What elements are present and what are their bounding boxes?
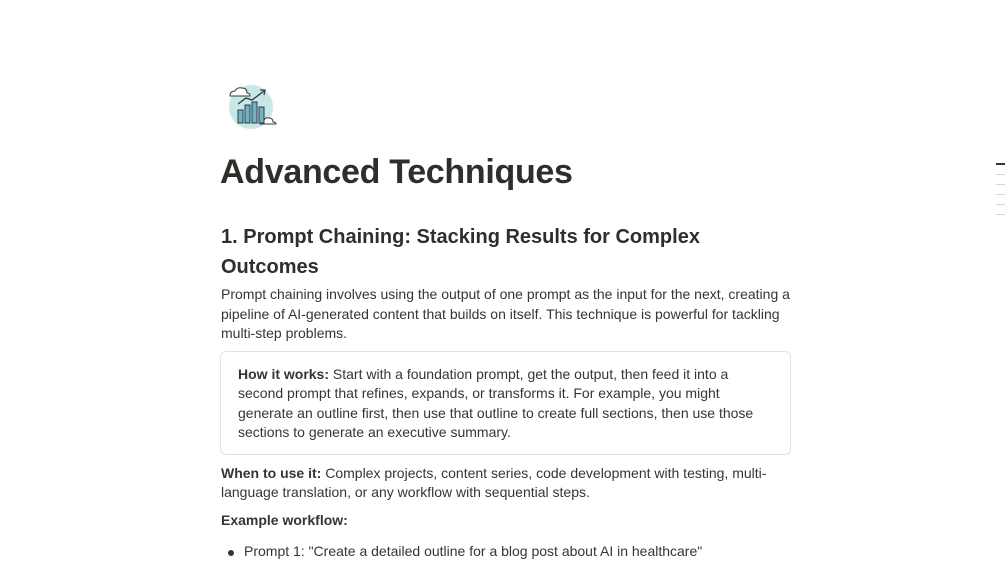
toc-tick[interactable] (996, 194, 1005, 195)
toc-tick[interactable] (996, 184, 1005, 185)
chart-with-clouds-icon (222, 80, 280, 132)
callout-label: How it works: (238, 365, 330, 382)
toc-tick[interactable] (996, 204, 1005, 205)
list-item-text: Prompt 1: "Create a detailed outline for a blog post about AI in healthcare" (244, 543, 703, 559)
toc-tick[interactable] (996, 174, 1005, 175)
intro-paragraph: Prompt chaining involves using the output of one prompt as the input for the next, creating a pipeline of AI-generated content that builds on itself. This technique is powerful for tackling multi-step problems. (221, 286, 790, 341)
page-icon[interactable] (222, 80, 280, 132)
when-label: When to use it: (221, 464, 322, 481)
when-to-use-paragraph (221, 464, 791, 503)
when-text: Complex projects, content series, code development with testing, multi-language translation, or any workflow with sequential steps. (221, 464, 767, 500)
callout-text: Start with a foundation prompt, get the output, then feed it into a second prompt that refines, expands, or transforms it. For example, you might generate an outline first, then use that outline to create full sections, then use those sections to generate an executive summary. (238, 365, 754, 440)
list-item (221, 542, 791, 562)
workflow-list (221, 542, 791, 562)
toc-tick[interactable] (996, 163, 1005, 165)
table-of-contents-minimap[interactable] (996, 163, 1005, 224)
page-title: Advanced Techniques (220, 153, 573, 191)
how-it-works-callout (220, 351, 791, 455)
page-content (221, 222, 791, 562)
section-heading: 1. Prompt Chaining: Stacking Results for Complex Outcomes (221, 226, 700, 278)
workflow-label: Example workflow: (221, 511, 348, 528)
toc-tick[interactable] (996, 214, 1005, 215)
bullet-icon (228, 550, 234, 556)
